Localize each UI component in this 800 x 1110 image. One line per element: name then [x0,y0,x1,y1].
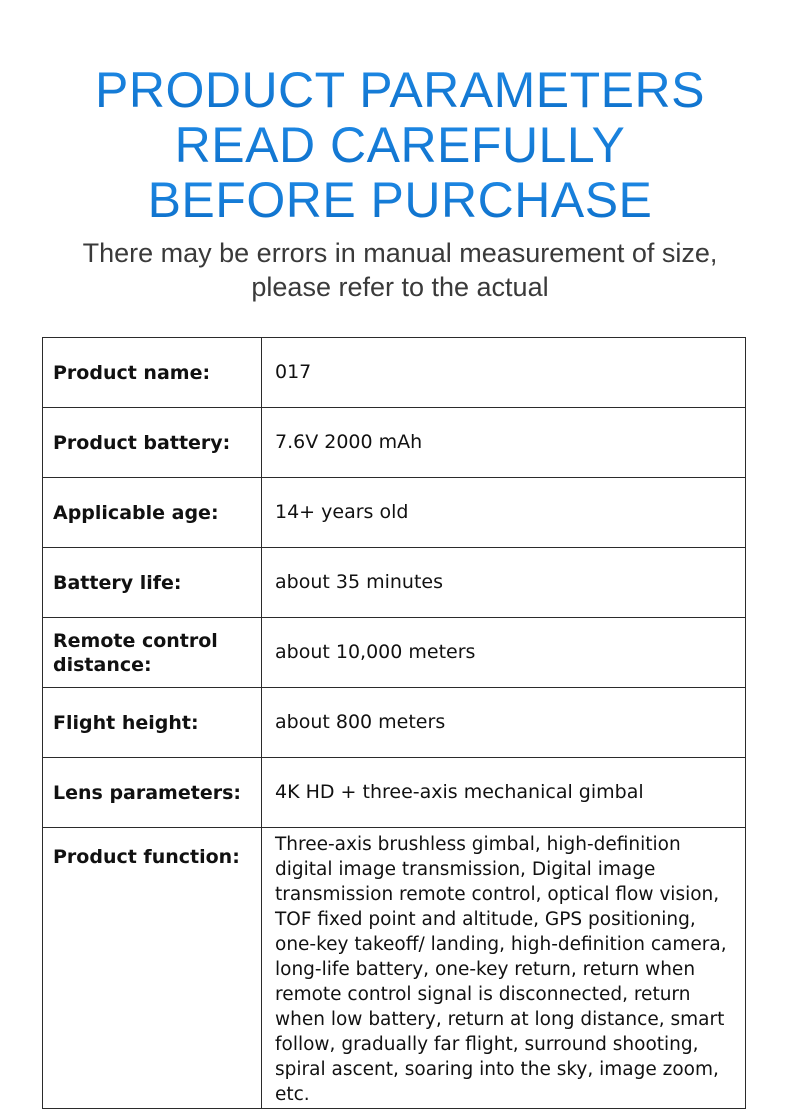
disclaimer-line-2: please refer to the actual [251,272,549,302]
page-title-line-3: BEFORE PURCHASE [0,174,800,226]
spec-label: Product function: [43,828,262,1109]
table-row [43,688,746,758]
spec-label: Product name: [43,338,262,408]
spec-label: Product battery: [43,408,262,478]
spec-value: 14+ years old [262,478,746,548]
page-title-line-2: READ CAREFULLY [0,119,800,171]
table-row [43,478,746,548]
page-title-line-1: PRODUCT PARAMETERS [0,64,800,116]
spec-value: Three-axis brushless gimbal, high-definition digital image transmission, Digital image transmission remote control, optical flow vision, TOF fixed point and altitude, GPS positioning, one-key takeoff/ landing, high-definition camera, long-life battery, one-key return, return when remote control signal is disconnected, return when low battery, return at long distance, smart follow, gradually far flight, surround shooting, spiral ascent, soaring into the sky, image zoom, etc. [262,828,746,1109]
table-row [43,548,746,618]
table-row [43,758,746,828]
spec-value: 4K HD + three-axis mechanical gimbal [262,758,746,828]
spec-value: 7.6V 2000 mAh [262,408,746,478]
table-row [43,338,746,408]
table-row [43,828,746,1109]
spec-label: Remote control distance: [43,618,262,688]
table-row [43,618,746,688]
spec-label: Lens parameters: [43,758,262,828]
spec-label: Applicable age: [43,478,262,548]
spec-value: 017 [262,338,746,408]
spec-value: about 800 meters [262,688,746,758]
spec-value: about 35 minutes [262,548,746,618]
spec-value: about 10,000 meters [262,618,746,688]
table-row [43,408,746,478]
parameters-table [42,337,746,1109]
spec-label: Battery life: [43,548,262,618]
spec-label: Flight height: [43,688,262,758]
disclaimer-line-1: There may be errors in manual measurement of size, [82,238,718,268]
